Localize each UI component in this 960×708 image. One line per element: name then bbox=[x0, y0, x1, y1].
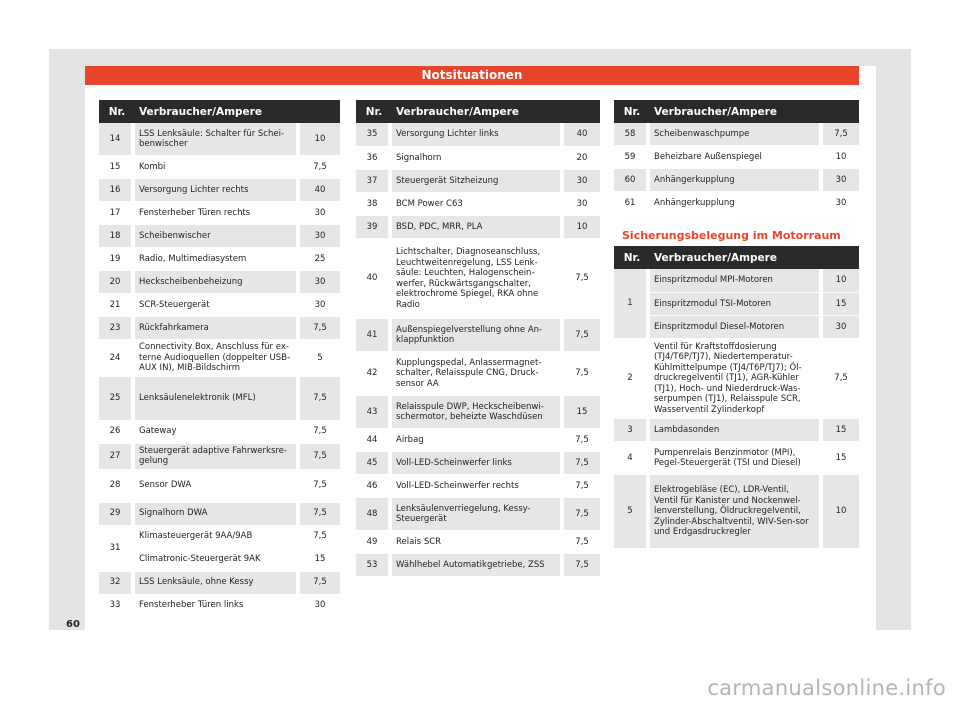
fuse-table-3 bbox=[614, 100, 859, 215]
fuse-number: 40 bbox=[356, 239, 392, 319]
header-verbraucher: Verbraucher/Ampere bbox=[392, 100, 600, 123]
table-row bbox=[99, 549, 340, 572]
fuse-ampere: 7,5 bbox=[300, 503, 340, 526]
table-row bbox=[614, 169, 859, 192]
table-row bbox=[99, 421, 340, 444]
fuse-number: 5 bbox=[614, 475, 650, 549]
table-header-row bbox=[614, 246, 859, 269]
table-row bbox=[356, 452, 600, 475]
fuse-consumer: Voll-LED-Scheinwerfer rechts bbox=[392, 475, 564, 498]
fuse-consumer: Einspritzmodul Diesel-Motoren bbox=[650, 316, 823, 339]
fuse-consumer: Fensterheber Türen links bbox=[135, 595, 300, 618]
fuse-consumer: Relais SCR bbox=[392, 531, 564, 554]
fuse-consumer: Lichtschalter, Diagnoseanschluss, Leuchtweitenregelung, LSS Lenk-säule: Leuchten, Halogenschein-werfer, Rückwärtsgangschalter, elektrochrome Spiegel, RKA ohne Radio bbox=[392, 239, 564, 319]
fuse-ampere: 15 bbox=[564, 396, 600, 429]
fuse-number: 35 bbox=[356, 123, 392, 147]
fuse-ampere: 20 bbox=[564, 147, 600, 170]
table-row bbox=[99, 503, 340, 526]
fuse-ampere: 30 bbox=[564, 193, 600, 216]
fuse-ampere: 10 bbox=[823, 269, 859, 293]
fuse-number: 27 bbox=[99, 444, 135, 470]
section-banner: Notsituationen bbox=[85, 66, 859, 85]
fuse-number: 23 bbox=[99, 317, 135, 340]
header-verbraucher: Verbraucher/Ampere bbox=[650, 246, 859, 269]
header-nr: Nr. bbox=[356, 100, 392, 123]
fuse-consumer: Lambdasonden bbox=[650, 419, 823, 442]
fuse-number: 36 bbox=[356, 147, 392, 170]
fuse-number: 58 bbox=[614, 123, 650, 146]
table-row bbox=[99, 444, 340, 470]
fuse-consumer: BCM Power C63 bbox=[392, 193, 564, 216]
table-row bbox=[356, 193, 600, 216]
fuse-ampere: 30 bbox=[823, 192, 859, 215]
fuse-ampere: 40 bbox=[300, 179, 340, 202]
fuse-ampere: 25 bbox=[300, 248, 340, 271]
fuse-ampere: 7,5 bbox=[300, 572, 340, 595]
fuse-number: 39 bbox=[356, 216, 392, 239]
table-row bbox=[99, 470, 340, 503]
fuse-ampere: 7,5 bbox=[564, 429, 600, 452]
fuse-number: 33 bbox=[99, 595, 135, 618]
fuse-consumer: Airbag bbox=[392, 429, 564, 452]
fuse-number: 26 bbox=[99, 421, 135, 444]
table-row bbox=[99, 156, 340, 179]
fuse-consumer: Climatronic-Steuergerät 9AK bbox=[135, 549, 300, 572]
fuse-consumer: Heckscheibenbeheizung bbox=[135, 271, 300, 294]
engine-bay-fuses-heading: Sicherungsbelegung im Motorraum bbox=[622, 229, 841, 242]
fuse-number: 60 bbox=[614, 169, 650, 192]
fuse-ampere: 7,5 bbox=[300, 421, 340, 444]
table-row bbox=[356, 239, 600, 319]
table-row bbox=[614, 339, 859, 419]
table-row bbox=[356, 123, 600, 147]
fuse-consumer: Ventil für Kraftstoffdosierung (TJ4/T6P/TJ7), Niedertemperatur-Kühlmittelpumpe (TJ4/T6P/TJ7); Öl-druckregelventil (TJ1), AGR-Kühler (TJ1), Hoch- und Niederdruck-Was-serpumpen (TJ1), Relaisspule SCR, Wasserventil Zylinderkopf bbox=[650, 339, 823, 419]
table-header-row bbox=[356, 100, 600, 123]
fuse-consumer: Beheizbare Außenspiegel bbox=[650, 146, 823, 169]
fuse-number: 61 bbox=[614, 192, 650, 215]
table-row bbox=[356, 531, 600, 554]
fuse-ampere: 15 bbox=[823, 419, 859, 442]
fuse-number: 29 bbox=[99, 503, 135, 526]
table-row bbox=[99, 526, 340, 549]
table-header-row bbox=[99, 100, 340, 123]
table-row bbox=[356, 216, 600, 239]
fuse-consumer: Relaisspule DWP, Heckscheibenwi-schermotor, beheizte Waschdüsen bbox=[392, 396, 564, 429]
table-row bbox=[614, 269, 859, 293]
fuse-consumer: Wählhebel Automatikgetriebe, ZSS bbox=[392, 554, 564, 577]
fuse-number: 53 bbox=[356, 554, 392, 577]
fuse-number: 19 bbox=[99, 248, 135, 271]
fuse-ampere: 7,5 bbox=[564, 554, 600, 577]
fuse-number: 37 bbox=[356, 170, 392, 193]
fuse-number: 44 bbox=[356, 429, 392, 452]
fuse-number: 24 bbox=[99, 340, 135, 377]
fuse-ampere: 10 bbox=[823, 475, 859, 549]
fuse-number: 49 bbox=[356, 531, 392, 554]
fuse-consumer: SCR-Steuergerät bbox=[135, 294, 300, 317]
fuse-number: 2 bbox=[614, 339, 650, 419]
fuse-ampere: 7,5 bbox=[300, 526, 340, 549]
fuse-consumer: Einspritzmodul TSI-Motoren bbox=[650, 293, 823, 316]
fuse-ampere: 7,5 bbox=[564, 452, 600, 475]
table-row bbox=[99, 294, 340, 317]
table-row bbox=[99, 123, 340, 156]
header-nr: Nr. bbox=[99, 100, 135, 123]
fuse-number: 32 bbox=[99, 572, 135, 595]
fuse-consumer: Voll-LED-Scheinwerfer links bbox=[392, 452, 564, 475]
fuse-number: 4 bbox=[614, 442, 650, 475]
fuse-number: 16 bbox=[99, 179, 135, 202]
fuse-consumer: Rückfahrkamera bbox=[135, 317, 300, 340]
fuse-ampere: 15 bbox=[823, 442, 859, 475]
fuse-ampere: 40 bbox=[564, 123, 600, 147]
fuse-ampere: 7,5 bbox=[300, 317, 340, 340]
fuse-consumer: Scheibenwaschpumpe bbox=[650, 123, 823, 146]
fuse-consumer: Steuergerät Sitzheizung bbox=[392, 170, 564, 193]
fuse-consumer: Kombi bbox=[135, 156, 300, 179]
fuse-number: 41 bbox=[356, 319, 392, 352]
fuse-consumer: Anhängerkupplung bbox=[650, 192, 823, 215]
fuse-consumer: Radio, Multimediasystem bbox=[135, 248, 300, 271]
fuse-consumer: Fensterheber Türen rechts bbox=[135, 202, 300, 225]
fuse-ampere: 15 bbox=[300, 549, 340, 572]
table-row bbox=[356, 475, 600, 498]
fuse-number: 15 bbox=[99, 156, 135, 179]
fuse-consumer: Versorgung Lichter links bbox=[392, 123, 564, 147]
fuse-number: 20 bbox=[99, 271, 135, 294]
table-row bbox=[614, 192, 859, 215]
fuse-consumer: Signalhorn bbox=[392, 147, 564, 170]
header-verbraucher: Verbraucher/Ampere bbox=[650, 100, 859, 123]
fuse-consumer: Einspritzmodul MPI-Motoren bbox=[650, 269, 823, 293]
fuse-consumer: LSS Lenksäule: Schalter für Schei-benwischer bbox=[135, 123, 300, 156]
fuse-consumer: Klimasteuergerät 9AA/9AB bbox=[135, 526, 300, 549]
table-row bbox=[99, 340, 340, 377]
fuse-consumer: Scheibenwischer bbox=[135, 225, 300, 248]
table-row bbox=[614, 475, 859, 549]
fuse-ampere: 7,5 bbox=[300, 470, 340, 503]
table-row bbox=[356, 352, 600, 396]
header-verbraucher: Verbraucher/Ampere bbox=[135, 100, 340, 123]
fuse-ampere: 30 bbox=[564, 170, 600, 193]
fuse-ampere: 7,5 bbox=[564, 352, 600, 396]
fuse-ampere: 10 bbox=[823, 146, 859, 169]
fuse-ampere: 7,5 bbox=[300, 377, 340, 421]
table-row bbox=[99, 595, 340, 618]
fuse-table-4 bbox=[614, 246, 859, 549]
fuse-ampere: 7,5 bbox=[564, 475, 600, 498]
fuse-number: 42 bbox=[356, 352, 392, 396]
table-row bbox=[99, 317, 340, 340]
fuse-ampere: 30 bbox=[300, 202, 340, 225]
table-row bbox=[99, 271, 340, 294]
fuse-consumer: Kupplungspedal, Anlassermagnet-schalter, Relaisspule CNG, Druck-sensor AA bbox=[392, 352, 564, 396]
fuse-number: 21 bbox=[99, 294, 135, 317]
fuse-consumer: Pumpenrelais Benzinmotor (MPI), Pegel-Steuergerät (TSI und Diesel) bbox=[650, 442, 823, 475]
fuse-ampere: 5 bbox=[300, 340, 340, 377]
table-row bbox=[356, 498, 600, 531]
fuse-ampere: 10 bbox=[300, 123, 340, 156]
fuse-consumer: BSD, PDC, MRR, PLA bbox=[392, 216, 564, 239]
fuse-ampere: 15 bbox=[823, 293, 859, 316]
fuse-ampere: 30 bbox=[300, 294, 340, 317]
fuse-consumer: Lenksäulenverriegelung, Kessy-Steuergerät bbox=[392, 498, 564, 531]
table-row bbox=[614, 316, 859, 339]
table-row bbox=[614, 419, 859, 442]
fuse-consumer: Außenspiegelverstellung ohne An-klappfunktion bbox=[392, 319, 564, 352]
fuse-consumer: LSS Lenksäule, ohne Kessy bbox=[135, 572, 300, 595]
header-nr: Nr. bbox=[614, 246, 650, 269]
fuse-ampere: 30 bbox=[300, 595, 340, 618]
fuse-ampere: 7,5 bbox=[564, 531, 600, 554]
fuse-consumer: Connectivity Box, Anschluss für ex-terne Audioquellen (doppelter USB-AUX IN), MIB-Bildschirm bbox=[135, 340, 300, 377]
watermark: carmanualsonline.info bbox=[707, 676, 946, 700]
fuse-number: 48 bbox=[356, 498, 392, 531]
fuse-ampere: 7,5 bbox=[564, 498, 600, 531]
fuse-ampere: 7,5 bbox=[564, 239, 600, 319]
fuse-consumer: Versorgung Lichter rechts bbox=[135, 179, 300, 202]
fuse-consumer: Lenksäulenelektronik (MFL) bbox=[135, 377, 300, 421]
fuse-number: 25 bbox=[99, 377, 135, 421]
table-row bbox=[356, 170, 600, 193]
fuse-number: 28 bbox=[99, 470, 135, 503]
table-row bbox=[99, 572, 340, 595]
table-row bbox=[614, 442, 859, 475]
fuse-ampere: 7,5 bbox=[564, 319, 600, 352]
fuse-number: 31 bbox=[99, 526, 135, 572]
fuse-number: 1 bbox=[614, 269, 650, 339]
fuse-consumer: Elektrogebläse (EC), LDR-Ventil, Ventil für Kanister und Nockenwel-lenverstellung, Öldruckregelventil, Zylinder-Abschaltventil, WIV-Sen-sor und Erdgasdruckregler bbox=[650, 475, 823, 549]
fuse-consumer: Gateway bbox=[135, 421, 300, 444]
fuse-consumer: Steuergerät adaptive Fahrwerksre-gelung bbox=[135, 444, 300, 470]
table-row bbox=[356, 319, 600, 352]
fuse-number: 38 bbox=[356, 193, 392, 216]
page-number: 60 bbox=[66, 619, 80, 630]
fuse-consumer: Signalhorn DWA bbox=[135, 503, 300, 526]
fuse-ampere: 10 bbox=[564, 216, 600, 239]
table-row bbox=[614, 146, 859, 169]
fuse-number: 45 bbox=[356, 452, 392, 475]
fuse-number: 3 bbox=[614, 419, 650, 442]
table-row bbox=[356, 429, 600, 452]
header-nr: Nr. bbox=[614, 100, 650, 123]
fuse-ampere: 30 bbox=[300, 271, 340, 294]
fuse-ampere: 7,5 bbox=[823, 123, 859, 146]
fuse-ampere: 30 bbox=[823, 316, 859, 339]
table-row bbox=[356, 147, 600, 170]
fuse-number: 18 bbox=[99, 225, 135, 248]
fuse-number: 43 bbox=[356, 396, 392, 429]
table-row bbox=[99, 202, 340, 225]
table-row bbox=[99, 377, 340, 421]
table-header-row bbox=[614, 100, 859, 123]
fuse-consumer: Sensor DWA bbox=[135, 470, 300, 503]
table-row bbox=[99, 179, 340, 202]
table-row bbox=[614, 123, 859, 146]
fuse-ampere: 7,5 bbox=[300, 444, 340, 470]
fuse-number: 17 bbox=[99, 202, 135, 225]
fuse-ampere: 30 bbox=[823, 169, 859, 192]
table-row bbox=[356, 554, 600, 577]
table-row bbox=[99, 248, 340, 271]
fuse-number: 14 bbox=[99, 123, 135, 156]
table-row bbox=[614, 293, 859, 316]
fuse-number: 59 bbox=[614, 146, 650, 169]
fuse-consumer: Anhängerkupplung bbox=[650, 169, 823, 192]
table-row bbox=[356, 396, 600, 429]
fuse-number: 46 bbox=[356, 475, 392, 498]
fuse-ampere: 7,5 bbox=[300, 156, 340, 179]
fuse-ampere: 7,5 bbox=[823, 339, 859, 419]
fuse-table-1 bbox=[99, 100, 340, 618]
table-row bbox=[99, 225, 340, 248]
fuse-ampere: 30 bbox=[300, 225, 340, 248]
fuse-table-2 bbox=[356, 100, 600, 577]
